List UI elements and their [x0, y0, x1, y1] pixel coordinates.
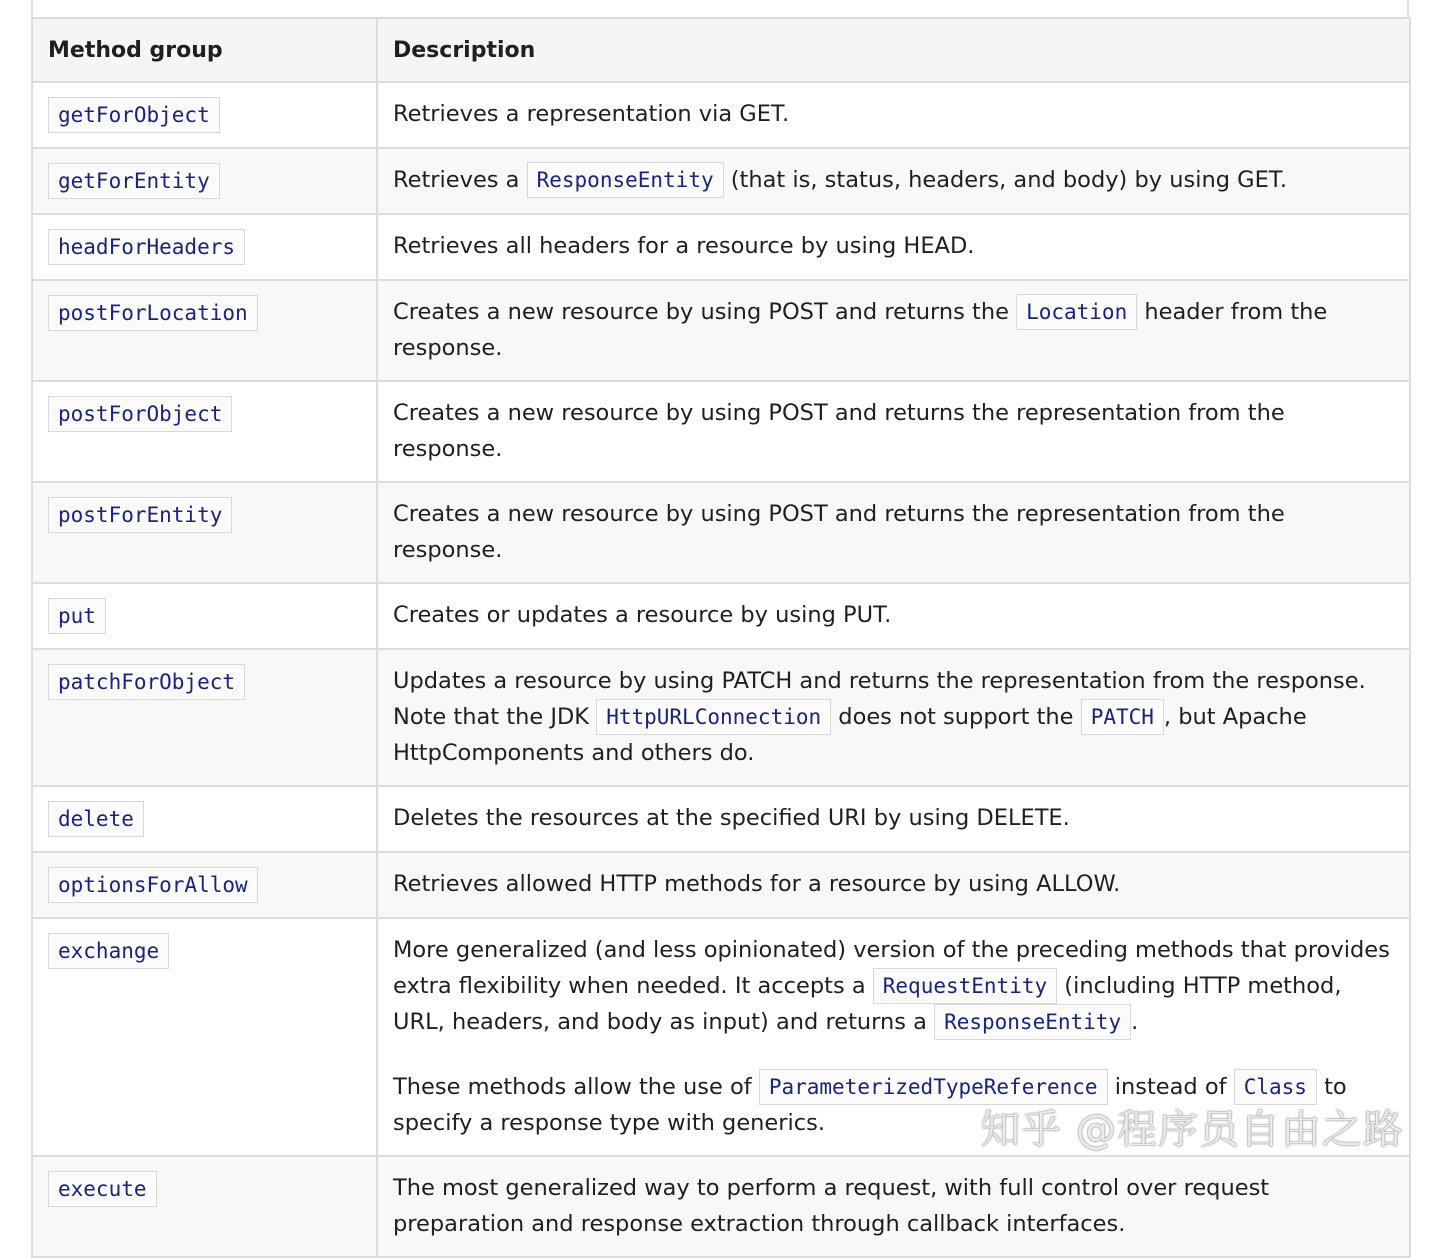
description-text: (that is, status, headers, and body) by using GET.: [723, 167, 1288, 193]
inline-code: ResponseEntity: [934, 1004, 1131, 1040]
table-row: [32, 1156, 1410, 1257]
table-header-row: [32, 18, 1410, 82]
description-cell: [377, 786, 1410, 852]
description-text: Creates a new resource by using POST and returns the representation from the response.: [393, 400, 1285, 462]
method-table: [31, 17, 1411, 1258]
description-text: Creates a new resource by using POST and returns the: [393, 299, 1017, 325]
method-code: execute: [48, 1171, 157, 1207]
inline-code: Location: [1016, 294, 1137, 330]
method-code: postForEntity: [48, 497, 232, 533]
description-text: to specify a response type with generics.: [393, 1074, 1347, 1136]
description-text: Deletes the resources at the specified URI by using DELETE.: [393, 805, 1070, 831]
table-row: [32, 583, 1410, 649]
description-text: , but Apache HttpComponents and others do.: [393, 704, 1307, 766]
inline-code: ParameterizedTypeReference: [759, 1069, 1108, 1105]
table-row: [32, 482, 1410, 583]
description-text: Retrieves a: [393, 167, 527, 193]
description-cell: [377, 482, 1410, 583]
method-cell: [32, 280, 377, 381]
method-cell: [32, 148, 377, 214]
method-cell: [32, 381, 377, 482]
method-cell: [32, 1156, 377, 1257]
description-text: header from the response.: [393, 299, 1328, 361]
method-cell: [32, 786, 377, 852]
description-cell: [377, 82, 1410, 148]
header-method-group: Method group: [32, 18, 377, 82]
description-cell: [377, 852, 1410, 918]
table-row: [32, 381, 1410, 482]
description-text: Creates or updates a resource by using PUT.: [393, 602, 892, 628]
method-cell: [32, 82, 377, 148]
zhihu-watermark: 知乎 @程序员自由之路: [980, 1107, 1404, 1153]
description-text: .: [1131, 1009, 1139, 1035]
description-text: Retrieves allowed HTTP methods for a resource by using ALLOW.: [393, 871, 1121, 897]
method-code: patchForObject: [48, 664, 245, 700]
method-cell: [32, 649, 377, 786]
method-code: getForObject: [48, 97, 220, 133]
inline-code: PATCH: [1081, 699, 1164, 735]
description-cell: [377, 148, 1410, 214]
method-code: delete: [48, 801, 144, 837]
table-row: [32, 280, 1410, 381]
description-text: The most generalized way to perform a request, with full control over request preparation and response extraction through callback interfaces.: [393, 1175, 1270, 1237]
method-code: exchange: [48, 933, 169, 969]
description-text: Creates a new resource by using POST and returns the representation from the response.: [393, 501, 1285, 563]
method-cell: [32, 583, 377, 649]
description-paragraph: [393, 932, 1394, 1040]
table-row: [32, 82, 1410, 148]
method-code: optionsForAllow: [48, 867, 258, 903]
description-cell: [377, 381, 1410, 482]
table-row: [32, 649, 1410, 786]
description-text: These methods allow the use of: [393, 1074, 759, 1100]
method-cell: [32, 852, 377, 918]
table-row: [32, 214, 1410, 280]
description-cell: [377, 280, 1410, 381]
table-top-frame: [31, 0, 1409, 18]
method-cell: [32, 214, 377, 280]
method-code: headForHeaders: [48, 229, 245, 265]
method-code: postForObject: [48, 396, 232, 432]
description-text: More generalized (and less opinionated) version of the preceding methods that provides extra flexibility when needed. It accepts a: [393, 937, 1390, 999]
method-cell: [32, 918, 377, 1156]
description-text: does not support the: [831, 704, 1081, 730]
header-description: Description: [377, 18, 1410, 82]
method-code: put: [48, 598, 106, 634]
description-text: Retrieves a representation via GET.: [393, 101, 790, 127]
table-row: [32, 148, 1410, 214]
description-text: instead of: [1107, 1074, 1234, 1100]
inline-code: ResponseEntity: [527, 162, 724, 198]
description-cell: [377, 649, 1410, 786]
description-cell: [377, 214, 1410, 280]
inline-code: HttpURLConnection: [596, 699, 831, 735]
method-cell: [32, 482, 377, 583]
inline-code: Class: [1234, 1069, 1317, 1105]
table-row: [32, 786, 1410, 852]
description-cell: [377, 1156, 1410, 1257]
table-row: [32, 852, 1410, 918]
description-text: Updates a resource by using PATCH and returns the representation from the response. Note that the JDK: [393, 668, 1366, 730]
method-code: postForLocation: [48, 295, 258, 331]
inline-code: RequestEntity: [873, 968, 1057, 1004]
method-code: getForEntity: [48, 163, 220, 199]
description-text: Retrieves all headers for a resource by using HEAD.: [393, 233, 975, 259]
description-text: (including HTTP method, URL, headers, and body as input) and returns a: [393, 973, 1342, 1035]
description-cell: [377, 583, 1410, 649]
